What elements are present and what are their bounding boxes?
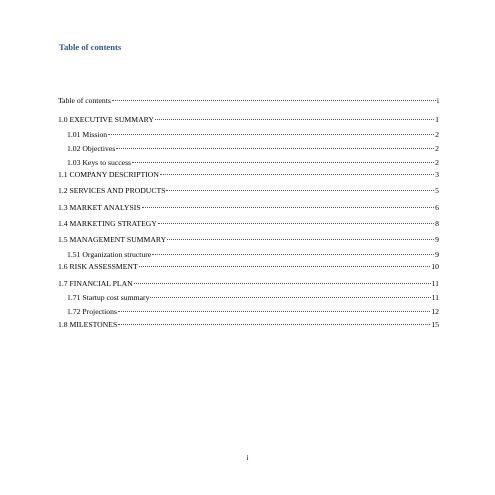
toc-entry-label: 1.4 MARKETING STRATEGY [58, 219, 157, 228]
toc-entry-page: 6 [435, 203, 439, 212]
toc-entry[interactable] [58, 186, 439, 196]
toc-entry-label: 1.1 COMPANY DESCRIPTION [58, 170, 159, 179]
toc-entry-page: 9 [435, 250, 439, 259]
toc-entry[interactable] [67, 307, 439, 317]
toc-entry-page: 2 [435, 158, 439, 167]
dot-leader [132, 162, 434, 163]
toc-entry[interactable] [58, 96, 439, 106]
toc-entry[interactable] [67, 130, 439, 140]
dot-leader [118, 311, 430, 312]
toc-entry-page: 2 [435, 144, 439, 153]
toc-entry-label: 1.0 EXECUTIVE SUMMARY [58, 115, 154, 124]
toc-entry[interactable] [58, 219, 439, 229]
toc-entry-label: 1.2 SERVICES AND PRODUCTS [58, 186, 166, 195]
toc-entry-label: 1.02 Objectives [67, 144, 116, 153]
dot-leader [152, 254, 434, 255]
dot-leader [116, 148, 434, 149]
toc-entry-label: 1.3 MARKET ANALYSIS [58, 203, 141, 212]
dot-leader [155, 119, 434, 120]
dot-leader [142, 207, 435, 208]
toc-entry-label: 1.71 Startup cost summary [67, 293, 150, 302]
toc-entry[interactable] [58, 115, 439, 125]
toc-entry-page: 15 [431, 320, 439, 329]
dot-leader [167, 239, 434, 240]
toc-entry[interactable] [67, 250, 439, 260]
toc-entry[interactable] [58, 170, 439, 180]
toc-entry-page: 3 [435, 170, 439, 179]
toc-entry-page: 2 [435, 130, 439, 139]
dot-leader [166, 190, 434, 191]
dot-leader [112, 100, 436, 101]
toc-entry[interactable] [58, 262, 439, 272]
toc-entry-page: 8 [435, 219, 439, 228]
toc-entry[interactable] [58, 203, 439, 213]
toc-entry-label: 1.7 FINANCIAL PLAN [58, 279, 133, 288]
dot-leader [158, 223, 434, 224]
toc-entry[interactable] [67, 293, 439, 303]
dot-leader [108, 134, 434, 135]
toc-entry-page: 10 [431, 262, 439, 271]
toc-entry-page: 1 [435, 115, 439, 124]
toc-entry-label: 1.5 MANAGEMENT SUMMARY [58, 235, 167, 244]
toc-entry-page: 5 [435, 186, 439, 195]
toc-entry-page: 12 [431, 307, 439, 316]
toc-entry[interactable] [58, 320, 439, 330]
dot-leader [139, 266, 431, 267]
toc-entry-page: 11 [431, 279, 439, 288]
toc-entry-label: 1.6 RISK ASSESSMENT [58, 262, 138, 271]
toc-entry-page: 9 [435, 235, 439, 244]
toc-heading: Table of contents [59, 42, 122, 52]
toc-entry[interactable] [58, 235, 439, 245]
toc-entry[interactable] [67, 144, 439, 154]
toc-entry-label: 1.51 Organization structure [67, 250, 152, 259]
toc-entry-label: 1.72 Projections [67, 307, 117, 316]
page-number-footer: i [246, 453, 249, 462]
toc-entry-label: Table of contents [58, 96, 111, 105]
toc-entry-page: i [436, 96, 439, 105]
dot-leader [134, 283, 431, 284]
toc-entry-label: 1.8 MILESTONES [58, 320, 118, 329]
dot-leader [118, 324, 430, 325]
toc-entry[interactable] [58, 279, 439, 289]
toc-entry[interactable] [67, 158, 439, 168]
toc-entry-page: 11 [431, 293, 439, 302]
dot-leader [160, 174, 434, 175]
toc-entry-label: 1.03 Keys to success [67, 158, 132, 167]
toc-entry-label: 1.01 Mission [67, 130, 108, 139]
dot-leader [150, 297, 430, 298]
